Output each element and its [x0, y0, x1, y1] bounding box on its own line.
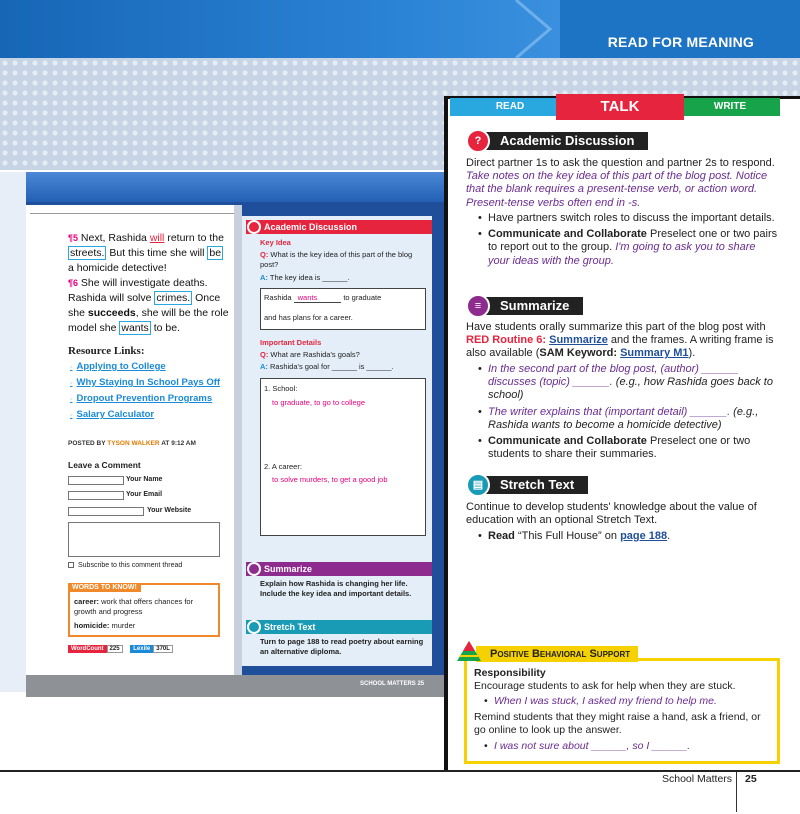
side-stretch-title: Stretch Text — [264, 622, 316, 632]
resource-links-title: Resource Links: — [68, 345, 145, 357]
read-label: Read — [488, 530, 515, 542]
sum-text: ). — [688, 347, 696, 360]
resource-link-text[interactable]: Applying to College — [76, 361, 166, 372]
pbs-text-1: Encourage students to ask for help when they are stuck. — [474, 680, 736, 692]
pbs-frame: When I was stuck, I asked my friend to help me. — [494, 695, 717, 707]
routine-label: RED Routine 6: — [466, 334, 550, 347]
panel-divider — [444, 96, 448, 772]
comment-textarea[interactable] — [68, 522, 220, 557]
highlighted-word: will — [149, 232, 165, 244]
link-bullet-icon: ◦ — [70, 412, 73, 419]
st-bullets — [478, 530, 778, 546]
resource-link[interactable] — [70, 393, 212, 404]
paragraph-text: a homicide detective! — [68, 262, 167, 274]
a-label: A: — [260, 273, 268, 282]
resource-link[interactable] — [70, 361, 166, 372]
paragraph-text: Once she — [68, 292, 221, 319]
pbs-header: Positive Behavioral Support — [476, 646, 638, 662]
pyramid-icon — [456, 640, 482, 662]
posted-by — [68, 440, 196, 447]
key-idea-answer — [260, 273, 420, 283]
sum-bullet — [478, 363, 778, 403]
pbs-bullets-2 — [484, 740, 774, 756]
pbs-subtitle: Responsibility — [474, 667, 546, 679]
paragraph-text: , she will be the role model she — [68, 307, 229, 334]
footer-title: School Matters — [662, 773, 733, 785]
footer-separator — [736, 772, 737, 812]
tab-write[interactable]: WRITE — [680, 98, 780, 116]
speech-bubble-icon: ? — [466, 129, 490, 153]
ad-teacher-talk: Take notes on the key idea of this part of the blog post. Notice that the blank requires a present-tense verb, or action word. Present-tense verbs often end in -s. — [466, 170, 768, 209]
vocab-term: homicide: — [74, 621, 110, 630]
paragraph-number: ¶6 — [68, 278, 79, 288]
sum-bullet — [478, 435, 778, 461]
st-instructions: Continue to develop students' knowledge about the value of education with an optional Stretch Text. — [466, 501, 757, 527]
word-count-row — [68, 646, 179, 652]
st-bullet-text: . — [667, 530, 671, 542]
sum-text: Have students orally summarize this part of the blog post with — [466, 321, 766, 333]
email-field[interactable] — [68, 491, 124, 500]
ad-bullet-text: Have partners switch roles to discuss the important details. — [488, 212, 775, 224]
wordcount-label: WordCount — [68, 645, 107, 653]
q-label: Q: — [260, 350, 269, 359]
paragraph-6 — [68, 276, 230, 336]
paragraph-text: to be. — [150, 322, 181, 334]
collab-label: Communicate and Collaborate — [488, 228, 647, 241]
browser-topbar — [26, 172, 446, 202]
screenshot-edge — [0, 172, 26, 692]
vocab-term: career: — [74, 597, 100, 606]
section-title: READ FOR MEANING — [607, 34, 754, 50]
a-label: A: — [260, 362, 268, 371]
bold-word: succeeds — [87, 307, 136, 319]
paragraph-5 — [68, 231, 230, 276]
lexile-value: 370L — [153, 645, 173, 653]
sum-bullet-text: Preselect one or two students to share their summaries. — [488, 435, 751, 461]
school-answer: to graduate, to go to college — [272, 398, 365, 407]
vocab-definition: murder — [109, 621, 136, 630]
email-label: Your Email — [126, 491, 163, 498]
website-label: Your Website — [147, 507, 192, 514]
tab-talk[interactable]: TALK — [556, 94, 684, 120]
question-text: What is the key idea of this part of the blog post? — [260, 250, 413, 269]
pbs-bullet — [484, 695, 774, 708]
website-field[interactable] — [68, 507, 144, 516]
scrollbar[interactable] — [234, 205, 242, 675]
side-stretch-header — [246, 620, 432, 634]
posted-label: POSTED BY — [68, 440, 106, 447]
key-idea-frame-2: and has plans for a career. — [264, 313, 353, 322]
link-bullet-icon: ◦ — [70, 396, 73, 403]
paragraph-text: She will investigate deaths. Rashida will solve — [68, 277, 208, 304]
subscribe-row[interactable] — [68, 562, 182, 569]
side-summarize-text: Explain how Rashida is changing her life. Include the key idea and important details. — [260, 579, 412, 598]
ad-bullet — [478, 228, 778, 268]
resource-link-text[interactable]: Dropout Prevention Programs — [76, 393, 213, 404]
resource-link-text[interactable]: Salary Calculator — [76, 409, 155, 420]
wordcount-value: 225 — [107, 645, 123, 653]
frame-text: Rashida — [264, 293, 292, 302]
vocab-definition: work that offers chances for growth and progress — [74, 597, 194, 616]
name-field[interactable] — [68, 476, 124, 485]
answer-text: Rashida's goal for ______ is ______. — [267, 362, 394, 371]
page-number: 25 — [745, 773, 757, 785]
st-bullet — [478, 530, 778, 543]
posted-time: AT 9:12 AM — [161, 440, 196, 447]
summarize-link[interactable]: Summarize — [549, 334, 608, 347]
q-label: Q: — [260, 250, 269, 259]
subscribe-label: Subscribe to this comment thread — [78, 562, 183, 569]
school-label: 1. School: — [264, 384, 298, 393]
name-label: Your Name — [126, 476, 163, 483]
leave-comment-heading: Leave a Comment — [68, 460, 141, 470]
side-summarize-header — [246, 562, 432, 576]
paragraph-text: return to the — [164, 232, 224, 244]
ad-bullets — [478, 212, 778, 271]
stretch-text-icon — [247, 620, 261, 634]
link-bullet-icon: ◦ — [70, 364, 73, 371]
pbs-frame: I was not sure about ______, so I ______. — [494, 740, 691, 752]
paragraph-number: ¶5 — [68, 233, 79, 243]
boxed-word: streets. — [70, 247, 105, 259]
career-answer: to solve murders, to get a good job — [272, 475, 388, 484]
words-to-know-tab: WORDS TO KNOW! — [68, 583, 141, 592]
page-188-link[interactable]: page 188 — [620, 530, 668, 542]
resource-link-text[interactable]: Why Staying In School Pays Off — [76, 377, 221, 388]
boxed-word: be — [209, 247, 222, 259]
paragraph-text: Next, Rashida — [78, 232, 150, 244]
stretch-text-title: Stretch Text — [480, 476, 588, 494]
speech-bubble-icon — [247, 220, 261, 234]
key-idea-label: Key Idea — [260, 238, 291, 247]
banner-gradient — [0, 0, 560, 58]
sam-keyword-link[interactable]: Summary M1 — [620, 347, 689, 360]
career-label: 2. A career: — [264, 462, 302, 471]
address-bar — [30, 206, 236, 214]
sum-example: (e.g., how Rashida goes back to school) — [488, 376, 773, 402]
banner-chevron-icon — [510, 0, 570, 58]
paragraph-text: But this time she will — [106, 247, 208, 259]
question-text: What are Rashida's goals? — [268, 350, 360, 359]
link-bullet-icon: ◦ — [70, 380, 73, 387]
key-idea-question — [260, 250, 420, 270]
sam-keyword-label: SAM Keyword: — [539, 347, 621, 360]
pbs-bullet — [484, 740, 774, 753]
footer-rule — [0, 770, 800, 772]
frame-fill: wants — [294, 293, 342, 303]
ad-text: Direct partner 1s to ask the question and partner 2s to respond. — [466, 157, 775, 169]
summarize-icon — [247, 562, 261, 576]
boxed-word: wants — [121, 322, 149, 334]
resource-link[interactable] — [70, 409, 154, 420]
tab-read[interactable]: READ — [450, 98, 570, 116]
sum-bullets — [478, 363, 778, 464]
ad-bullet-text: Preselect one or two pairs to report out to the group. — [488, 228, 778, 254]
side-ad-header — [246, 220, 432, 234]
vocab-homicide — [74, 621, 216, 631]
stretch-text-icon: ▤ — [466, 473, 490, 497]
boxed-word: crimes. — [156, 292, 191, 304]
sum-example: (e.g., Rashida wants to become a homicide detective) — [488, 405, 759, 431]
screen-footer-label: SCHOOL MATTERS 25 — [360, 681, 425, 687]
academic-discussion-title: Academic Discussion — [480, 132, 648, 150]
key-idea-frame — [264, 293, 424, 303]
sum-text: and the frames. A writing frame is also available ( — [466, 334, 774, 360]
important-details-label: Important Details — [260, 338, 322, 347]
resource-link[interactable] — [70, 377, 220, 388]
pbs-bullets-1 — [484, 695, 774, 711]
ad-teacher-talk: I'm going to ask you to share your ideas with the group. — [488, 241, 756, 267]
sum-instructions — [466, 321, 778, 361]
subscribe-checkbox[interactable] — [68, 562, 74, 568]
side-ad-title: Academic Discussion — [264, 222, 358, 232]
summarize-icon: ≡ — [466, 294, 490, 318]
summarize-title: Summarize — [480, 297, 583, 315]
details-answer — [260, 362, 420, 372]
frame-text: to graduate — [343, 293, 382, 302]
st-bullet-text: “This Full House” on — [514, 530, 621, 542]
vocab-career — [74, 597, 216, 617]
ad-instructions — [466, 157, 778, 210]
author-name: TYSON WALKER — [107, 440, 160, 447]
side-summarize-title: Summarize — [264, 564, 313, 574]
details-question — [260, 350, 420, 360]
collab-label: Communicate and Collaborate — [488, 435, 647, 448]
sum-bullet — [478, 406, 778, 432]
sum-frame: In the second part of the blog post, (author) ______ discusses (topic) ______. — [488, 363, 739, 389]
lexile-label: Lexile — [130, 645, 153, 653]
ad-bullet — [478, 212, 778, 225]
side-stretch-text: Turn to page 188 to read poetry about earning an alternative diploma. — [260, 637, 424, 656]
sum-frame: The writer explains that (important detail) ______. — [488, 405, 731, 418]
answer-text: The key idea is ______. — [267, 273, 350, 282]
pbs-text-2: Remind students that they might raise a hand, ask a friend, or go online to look up the answer. — [474, 711, 761, 736]
